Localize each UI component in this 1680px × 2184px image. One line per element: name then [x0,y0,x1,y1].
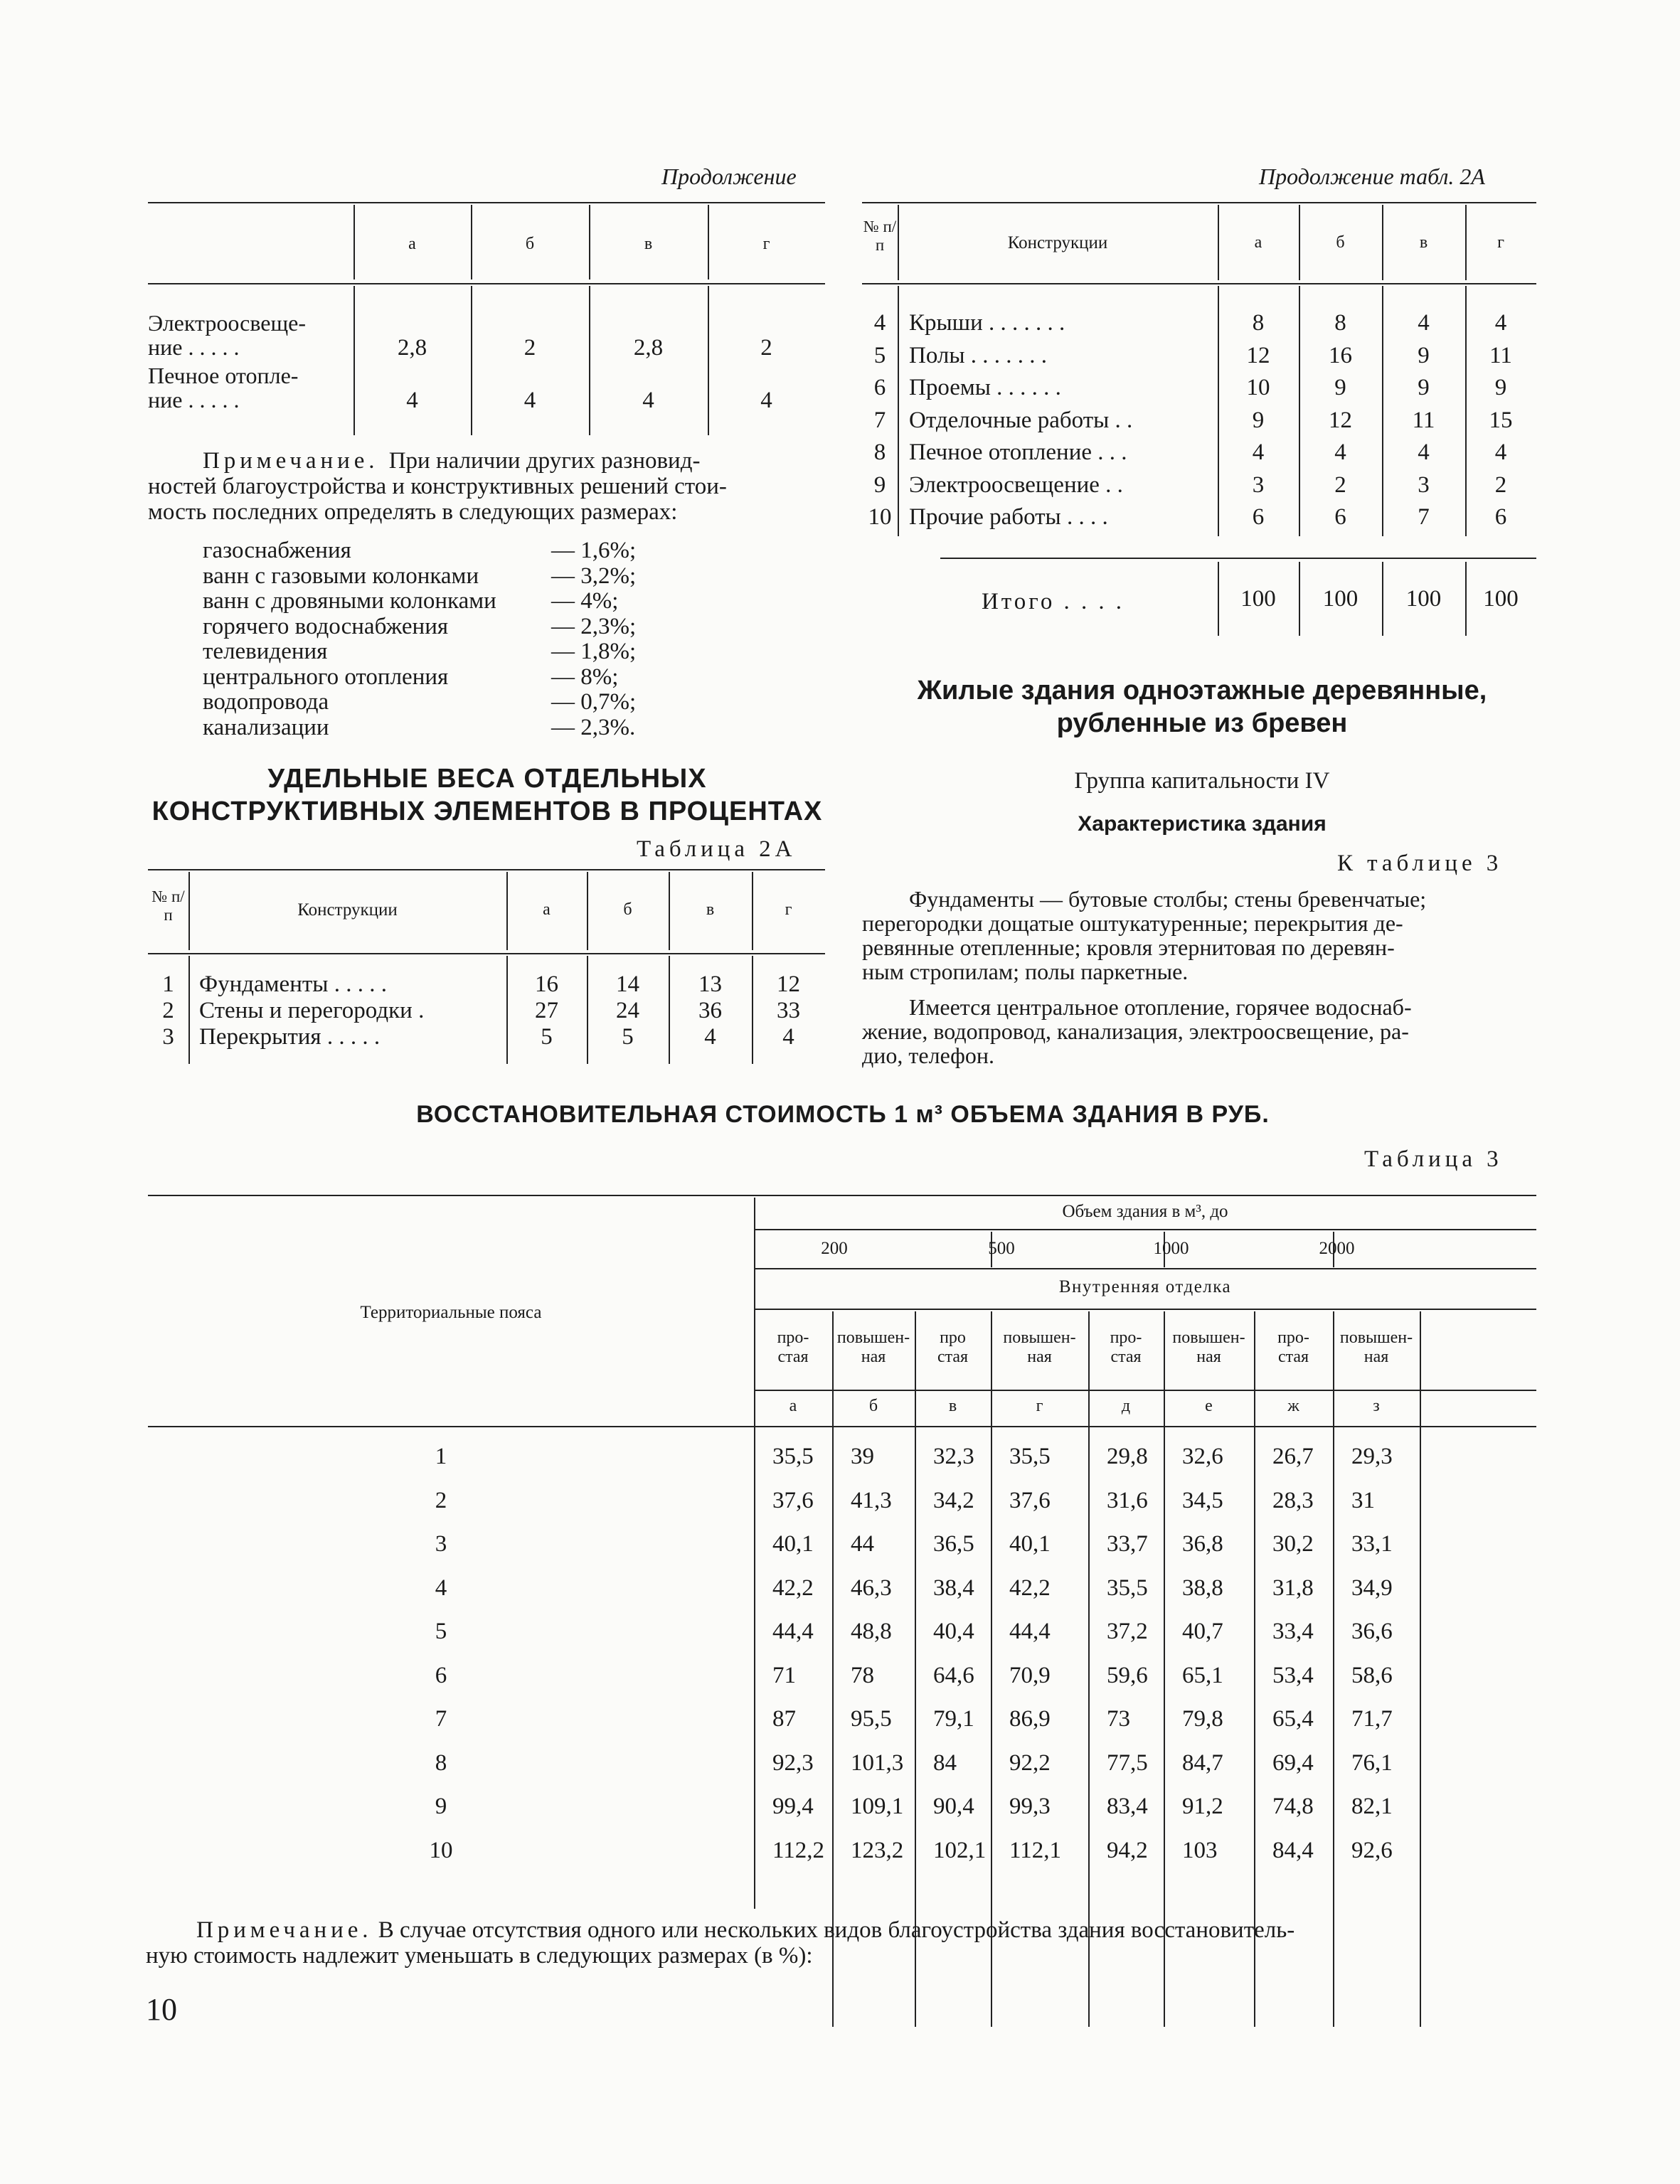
finish-type [1164,1328,1254,1367]
value-cell: 40,7 [1182,1619,1223,1644]
value-cell: 40,4 [933,1619,974,1644]
value-cell: 33 [777,998,800,1023]
zone-number: 10 [429,1837,453,1863]
amenity-name: канализации [203,714,329,740]
value-cell: 16 [1329,342,1352,368]
value-cell: 9 [1494,375,1507,400]
value-cell: 112,2 [772,1837,825,1863]
value-cell: 82,1 [1351,1794,1393,1819]
value-cell: 112,1 [1009,1837,1062,1863]
column-letter: а [789,1397,797,1415]
finish-type-line: ная [1027,1348,1052,1366]
note-text: При наличии других разновид- [388,448,701,474]
paragraph-line: перегородки дощатые оштукатуренные; перекрытия де- [862,910,1403,936]
value-cell: 38,8 [1182,1575,1223,1601]
finish-header: Внутренняя отделка [1058,1277,1232,1296]
value-cell: 27 [535,998,558,1023]
value-cell: 6 [1334,504,1346,530]
col-header-name: Конструкции [1007,233,1108,252]
value-cell: 34,9 [1351,1575,1393,1601]
value-cell: 35,5 [1009,1444,1051,1469]
value-cell: 2,8 [633,335,664,361]
value-cell: 4 [523,388,536,413]
column-letter: з [1373,1397,1380,1415]
row-no: 7 [873,407,886,433]
value-cell: 92,3 [772,1749,814,1776]
value-cell: 31,6 [1107,1487,1148,1513]
table-2a-label: Таблица 2А [637,836,797,862]
zone-number: 4 [435,1575,447,1601]
zone-col-rule [754,1198,755,1909]
top-rule [862,202,1536,203]
zone-number: 3 [435,1531,447,1557]
column-letter: б [868,1397,878,1415]
value-cell: 46,3 [851,1575,892,1601]
value-cell: 5 [622,1024,634,1050]
col-rule [188,956,190,1064]
value-cell: 29,3 [1351,1444,1393,1469]
row-no: 9 [873,472,886,498]
row-name: Перекрытия . . . . . [199,1024,381,1050]
amenity-value: — 2,3%; [551,613,637,639]
value-cell: 9 [1252,407,1265,433]
value-cell: 41,3 [851,1487,892,1513]
value-cell: 14 [616,971,639,997]
value-cell: 87 [772,1706,796,1732]
col-header-no: № п/п [151,888,185,924]
value-cell: 44 [851,1531,874,1557]
page-number: 10 [146,1992,177,2027]
value-cell: 36 [698,998,722,1023]
total-value: 100 [1322,586,1359,612]
value-cell: 9 [1418,375,1430,400]
value-cell: 73 [1107,1706,1130,1732]
value-cell: 65,4 [1272,1706,1314,1732]
value-cell: 79,8 [1182,1706,1223,1732]
value-cell: 36,8 [1182,1531,1223,1557]
value-cell: 12 [1246,342,1270,368]
total-value: 100 [1240,586,1276,612]
value-cell: 9 [1334,375,1346,400]
paragraph-line: дио, телефон. [862,1043,995,1068]
value-cell: 4 [1494,310,1507,336]
value-cell: 44,4 [1009,1619,1051,1644]
value-cell: 10 [1246,375,1270,400]
right-continuation-caption: Продолжение табл. 2А [1259,164,1485,189]
value-cell: 99,4 [772,1794,814,1819]
row-label-line: ние . . . . . [148,387,240,412]
value-cell: 84 [933,1749,957,1776]
volume-header: Объем здания в м³, до [1062,1202,1228,1221]
col-header: б [623,900,632,919]
building-title [861,674,1543,740]
row-no: 1 [162,971,174,997]
value-cell: 4 [782,1024,794,1050]
volume-label: 2000 [1319,1239,1355,1258]
col-header-name: Конструкции [297,900,398,920]
value-cell: 8 [1252,310,1265,336]
value-cell: 36,5 [933,1531,974,1557]
value-cell: 15 [1489,407,1513,433]
value-cell: 36,6 [1351,1619,1393,1644]
value-cell: 13 [698,971,722,997]
value-cell: 28,3 [1272,1487,1314,1513]
value-cell: 9 [1418,342,1430,368]
value-cell: 2 [1494,472,1507,498]
title-line: рубленные из бревен [1056,708,1348,738]
zone-number: 9 [435,1794,447,1819]
row-name: Отделочные работы . . [909,407,1133,433]
value-cell: 84,7 [1182,1749,1223,1776]
to-table-3-label: К таблице 3 [1337,851,1503,876]
specific-weights-title [146,762,829,828]
amenity-name: ванн с дровяными колонками [203,588,496,614]
finish-type-line: стая [777,1348,809,1366]
finish-type [832,1328,915,1367]
col-header: в [1419,233,1428,252]
value-cell: 58,6 [1351,1662,1393,1688]
finish-rule [754,1309,1536,1310]
value-cell: 76,1 [1351,1749,1393,1776]
zone-number: 7 [435,1706,447,1732]
finish-type-line: про- [777,1328,809,1347]
value-cell: 4 [1418,310,1430,336]
row-no: 8 [873,440,886,465]
row-name: Фундаменты . . . . . [199,971,387,997]
amenity-value: — 0,7%; [551,689,637,715]
col-header: а [1254,233,1262,252]
row-name: Крыши . . . . . . . [909,310,1065,336]
finish-type-line: про [940,1328,966,1347]
value-cell: 31 [1351,1487,1375,1513]
column-letter: е [1205,1397,1213,1415]
col-header: г [762,235,770,253]
value-cell: 30,2 [1272,1531,1314,1557]
value-cell: 69,4 [1272,1749,1314,1776]
value-cell: 4 [1252,440,1265,465]
value-cell: 12 [1329,407,1352,433]
finish-type [1254,1328,1333,1367]
value-cell: 4 [1418,440,1430,465]
row-name: Проемы . . . . . . [909,375,1061,400]
value-cell: 26,7 [1272,1444,1314,1469]
col-header: г [1497,233,1504,252]
col-header: б [525,235,535,253]
value-cell: 95,5 [851,1706,892,1732]
value-cell: 40,1 [1009,1531,1051,1557]
value-cell: 37,6 [772,1487,814,1513]
finish-type-line: ная [1363,1348,1389,1366]
finish-type-line: стая [937,1348,969,1366]
value-cell: 8 [1334,310,1346,336]
finish-type-line: повышен- [1339,1328,1413,1347]
total-rule [940,558,1536,559]
amenity-name: телевидения [203,639,328,664]
note-line: ностей благоустройства и конструктивных решений стои- [148,474,727,499]
value-cell: 4 [406,388,418,413]
amenity-name: газоснабжения [203,538,351,563]
column-letter: ж [1287,1397,1299,1415]
value-cell: 4 [642,388,654,413]
value-cell: 103 [1182,1837,1218,1863]
value-cell: 71,7 [1351,1706,1393,1732]
value-cell: 123,2 [851,1837,904,1863]
value-cell: 92,2 [1009,1749,1051,1776]
value-cell: 4 [704,1024,716,1050]
note-reduction [196,1917,1294,1944]
col-header: а [543,900,551,919]
finish-type-line: стая [1110,1348,1142,1366]
value-cell: 48,8 [851,1619,892,1644]
col-header: б [1336,233,1345,252]
row-name: Прочие работы . . . . [909,504,1108,530]
value-cell: 5 [541,1024,553,1050]
note-lead: Примечание. [196,1917,373,1943]
amenity-value: — 2,3%. [551,714,636,740]
value-cell: 37,6 [1009,1487,1051,1513]
amenity-value: — 8%; [551,664,619,690]
amenity-value: — 4%; [551,588,619,614]
value-cell: 35,5 [772,1444,814,1469]
amenity-name: центрального отопления [203,664,449,690]
value-cell: 32,3 [933,1444,974,1469]
capital-group: Группа капитальности IV [1074,768,1330,794]
col-header: в [644,235,653,253]
zone-number: 5 [435,1619,447,1644]
value-cell: 71 [772,1662,796,1688]
value-cell: 94,2 [1107,1837,1148,1863]
zone-number: 6 [435,1662,447,1688]
row-label-line: ние . . . . . [148,334,240,360]
value-cell: 33,1 [1351,1531,1393,1557]
volume-label: 1000 [1153,1239,1189,1258]
main-table-title: ВОССТАНОВИТЕЛЬНАЯ СТОИМОСТЬ 1 м³ ОБЪЕМА ЗДАНИЯ В РУБ. [416,1101,1270,1128]
paragraph-line: Фундаменты — бутовые столбы; стены бревенчатые; [909,886,1427,912]
amenity-name: горячего водоснабжения [203,613,449,639]
value-cell: 64,6 [933,1662,974,1688]
amenity-value: — 1,8%; [551,639,637,664]
top-rule [148,869,825,870]
value-cell: 91,2 [1182,1794,1223,1819]
paragraph-line: ным стропилам; полы паркетные. [862,959,1189,984]
value-cell: 4 [1334,440,1346,465]
value-cell: 77,5 [1107,1749,1148,1776]
col-header: а [408,235,416,253]
title-line: УДЕЛЬНЫЕ ВЕСА ОТДЕЛЬНЫХ [267,764,707,794]
header-rule [148,283,825,284]
amenity-name: водопровода [203,689,329,715]
top-rule [148,202,825,203]
value-cell: 40,1 [772,1531,814,1557]
zone-number: 8 [435,1749,447,1776]
col-header: в [706,900,715,919]
note-line: мость последних определять в следующих размерах: [148,499,678,525]
row-no: 10 [868,504,892,530]
volume-label: 500 [988,1239,1015,1258]
value-cell: 39 [851,1444,874,1469]
header-rule [148,953,825,954]
value-cell: 33,7 [1107,1531,1148,1557]
left-continuation-caption: Продолжение [661,164,797,189]
zone-number: 1 [435,1444,447,1469]
value-cell: 70,9 [1009,1662,1051,1688]
value-cell: 37,2 [1107,1619,1148,1644]
value-cell: 2 [523,335,536,361]
data-col-rule [1333,1311,1334,2027]
value-cell: 90,4 [933,1794,974,1819]
finish-type-line: про- [1277,1328,1309,1347]
paragraph-line: Имеется центральное отопление, горячее водоснаб- [909,994,1412,1020]
value-cell: 4 [1494,440,1507,465]
column-letter: д [1121,1397,1131,1415]
total-value: 100 [1405,586,1442,612]
zones-header: Территориальные пояса [360,1303,542,1322]
row-no: 3 [162,1024,174,1050]
value-cell: 7 [1418,504,1430,530]
amenity-value: — 1,6%; [551,538,637,563]
value-cell: 101,3 [851,1749,904,1776]
data-col-rule [1420,1311,1421,2027]
value-cell: 11 [1489,342,1512,368]
title-line: Жилые здания одноэтажные деревянные, [917,676,1487,705]
value-cell: 4 [760,388,772,413]
finish-type [1088,1328,1164,1367]
value-cell: 74,8 [1272,1794,1314,1819]
finish-type [754,1328,832,1367]
col-header: г [785,900,792,919]
value-cell: 84,4 [1272,1837,1314,1863]
col-rule [898,286,899,536]
finish-type-line: про- [1110,1328,1142,1347]
value-cell: 109,1 [851,1794,904,1819]
finish-type-line: повышен- [1003,1328,1076,1347]
value-cell: 2 [1334,472,1346,498]
header-rule [862,283,1536,284]
row-no: 6 [873,375,886,400]
value-cell: 2 [760,335,772,361]
volume-rule [754,1268,1536,1269]
value-cell: 34,5 [1182,1487,1223,1513]
note-line [203,448,701,474]
value-cell: 92,6 [1351,1837,1393,1863]
finish-type-line: повышен- [836,1328,910,1347]
paragraph-line: жение, водопровод, канализация, электроосвещение, ра- [862,1018,1409,1044]
volume-label: 200 [821,1239,848,1258]
total-label: Итого . . . . [982,589,1125,614]
volume-rule [754,1229,1536,1230]
value-cell: 16 [535,971,558,997]
row-no: 2 [162,998,174,1023]
value-cell: 53,4 [1272,1662,1314,1688]
type-rule [754,1390,1536,1391]
row-no: 4 [873,310,886,336]
row-name: Электроосвещение . . [909,472,1123,498]
value-cell: 3 [1252,472,1265,498]
value-cell: 33,4 [1272,1619,1314,1644]
note-lead: Примечание. [203,448,389,474]
zone-number: 2 [435,1487,447,1513]
value-cell: 29,8 [1107,1444,1148,1469]
value-cell: 2,8 [397,335,427,361]
value-cell: 65,1 [1182,1662,1223,1688]
finish-type-line: стая [1277,1348,1309,1366]
value-cell: 6 [1494,504,1507,530]
finish-type [1333,1328,1420,1367]
total-value: 100 [1483,586,1519,612]
top-rule [148,1195,1536,1196]
value-cell: 24 [616,998,639,1023]
value-cell: 32,6 [1182,1444,1223,1469]
finish-type-line: ная [1196,1348,1221,1366]
row-label-line: Печное отопле- [148,363,299,388]
row-no: 5 [873,342,886,368]
value-cell: 35,5 [1107,1575,1148,1601]
value-cell: 38,4 [933,1575,974,1601]
finish-type [991,1328,1088,1367]
row-name: Печное отопление . . . [909,440,1127,465]
amenity-name: ванн с газовыми колонками [203,563,479,589]
finish-type-line: ная [861,1348,886,1366]
note-line: В случае отсутствия одного или нескольких видов благоустройства здания восстановитель- [378,1917,1295,1943]
row-name: Полы . . . . . . . [909,342,1048,368]
value-cell: 11 [1412,407,1435,433]
value-cell: 83,4 [1107,1794,1148,1819]
value-cell: 99,3 [1009,1794,1051,1819]
value-cell: 42,2 [772,1575,814,1601]
value-cell: 44,4 [772,1619,814,1644]
note-reduction-line2: ную стоимость надлежит уменьшать в следующих размерах (в %): [146,1943,813,1969]
value-cell: 86,9 [1009,1706,1051,1732]
col-header-no: № п/п [863,218,897,254]
value-cell: 102,1 [933,1837,987,1863]
title-line: КОНСТРУКТИВНЫХ ЭЛЕМЕНТОВ В ПРОЦЕНТАХ [151,797,823,826]
table-3-label: Таблица 3 [1364,1146,1503,1172]
value-cell: 6 [1252,504,1265,530]
row-name: Стены и перегородки . [199,998,425,1023]
value-cell: 59,6 [1107,1662,1148,1688]
value-cell: 42,2 [1009,1575,1051,1601]
value-cell: 3 [1418,472,1430,498]
characteristic-heading: Характеристика здания [1078,812,1327,836]
paragraph-line: ревянные отепленные; кровля этернитовая по деревян- [862,934,1395,960]
finish-type [915,1328,991,1367]
value-cell: 12 [777,971,800,997]
value-cell: 34,2 [933,1487,974,1513]
header-rule [148,1426,1536,1427]
value-cell: 78 [851,1662,874,1688]
value-cell: 79,1 [933,1706,974,1732]
row-label-line: Электроосвеще- [148,310,306,336]
finish-type-line: повышен- [1172,1328,1245,1347]
value-cell: 31,8 [1272,1575,1314,1601]
amenity-value: — 3,2%; [551,563,637,589]
column-letter: в [948,1397,957,1415]
column-letter: г [1036,1397,1043,1415]
